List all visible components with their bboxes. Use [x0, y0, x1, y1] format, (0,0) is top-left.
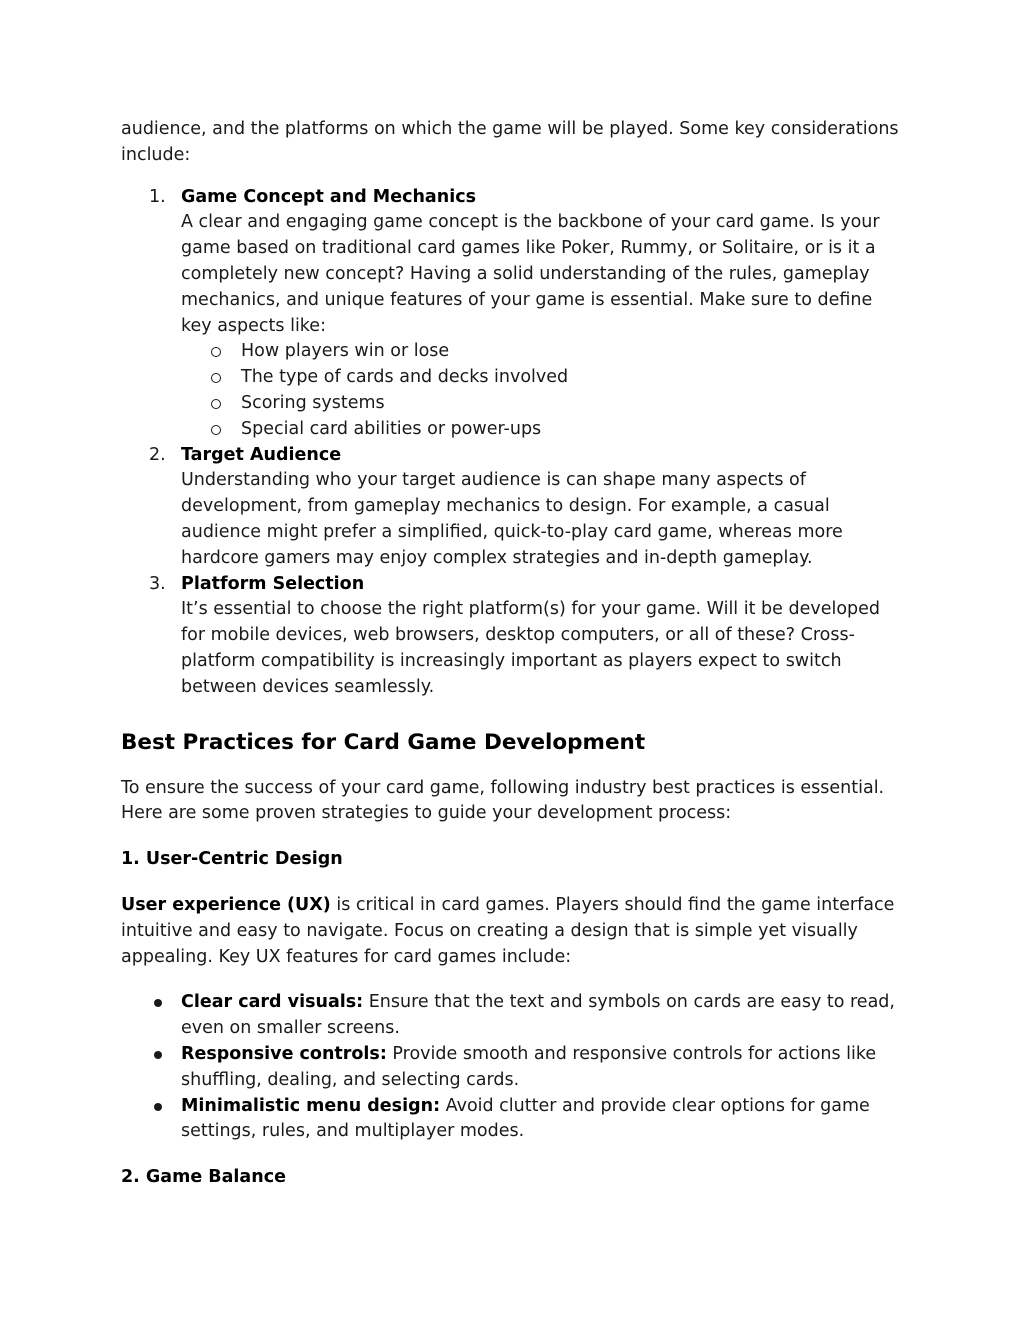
section-heading: Best Practices for Card Game Development	[121, 729, 646, 755]
list-item	[121, 572, 908, 701]
list-number: 3.	[149, 573, 166, 594]
sub-item-text: How players win or lose	[241, 341, 450, 362]
bullet-icon	[154, 1103, 162, 1111]
list-item	[121, 1042, 908, 1094]
bullet-text: Provide smooth and responsive controls for actions like shuffling, dealing, and selecting cards.	[181, 1043, 877, 1090]
hollow-bullet-icon	[211, 373, 221, 383]
ux-paragraph	[121, 893, 908, 970]
sub-item-text: Scoring systems	[241, 392, 385, 413]
list-number: 2.	[149, 444, 166, 465]
bullet-label: Responsive controls:	[181, 1043, 387, 1064]
hollow-bullet-icon	[211, 399, 221, 409]
item-title: Game Concept and Mechanics	[181, 186, 476, 207]
bullet-text: Ensure that the text and symbols on cards are easy to read, even on smaller screens.	[181, 992, 895, 1039]
ux-lead: User experience (UX)	[121, 894, 331, 915]
bullet-icon	[154, 999, 162, 1007]
sub-item	[241, 391, 908, 417]
ux-lead-rest: is critical in card games. Players should find the game interface intuitive and easy to navigate. Focus on creating a design that is simple yet visually appealing. Key UX features for card games include:	[121, 894, 895, 967]
bullet-icon	[154, 1051, 162, 1059]
list-item	[121, 990, 908, 1042]
list-number: 1.	[149, 186, 166, 207]
best-practices-intro: To ensure the success of your card game, following industry best practices is essential. Here are some proven strategies to guide your development process:	[121, 777, 885, 824]
sub-item	[241, 365, 908, 391]
subsection-heading: 1. User-Centric Design	[121, 849, 343, 870]
ux-features-list	[121, 990, 908, 1145]
sub-item	[241, 339, 908, 365]
item-body: Understanding who your target audience is can shape many aspects of development, from gameplay mechanics to design. For example, a casual audience might prefer a simplified, quick-to-play card game, whereas more hardcore gamers may enjoy complex strategies and in-depth gameplay.	[181, 470, 843, 568]
bullet-label: Minimalistic menu design:	[181, 1095, 441, 1116]
sub-item-text: The type of cards and decks involved	[241, 367, 569, 388]
item-title: Platform Selection	[181, 573, 365, 594]
intro-paragraph: audience, and the platforms on which the game will be played. Some key considerations include:	[121, 119, 899, 165]
considerations-list	[121, 185, 908, 701]
sub-item-text: Special card abilities or power-ups	[241, 418, 542, 439]
subsection-heading: 2. Game Balance	[121, 1167, 286, 1188]
item-title: Target Audience	[181, 444, 342, 465]
list-item	[121, 1094, 908, 1146]
list-item	[121, 443, 908, 572]
hollow-bullet-icon	[211, 425, 221, 435]
sub-list	[181, 339, 908, 442]
bullet-label: Clear card visuals:	[181, 992, 364, 1013]
hollow-bullet-icon	[211, 347, 221, 357]
sub-item	[241, 417, 908, 443]
item-body: A clear and engaging game concept is the backbone of your card game. Is your game based on traditional card games like Poker, Rummy, or Solitaire, or is it a completely new concept? Having a solid understanding of the rules, gameplay mechanics, and unique features of your game is essential. Make sure to define key aspects like:	[181, 212, 880, 336]
list-item	[121, 185, 908, 443]
item-body: It’s essential to choose the right platform(s) for your game. Will it be developed for mobile devices, web browsers, desktop computers, or all of these? Cross-platform compatibility is increasingly important as players expect to switch between devices seamlessly.	[181, 599, 881, 697]
bullet-text: Avoid clutter and provide clear options for game settings, rules, and multiplayer modes.	[181, 1095, 870, 1142]
